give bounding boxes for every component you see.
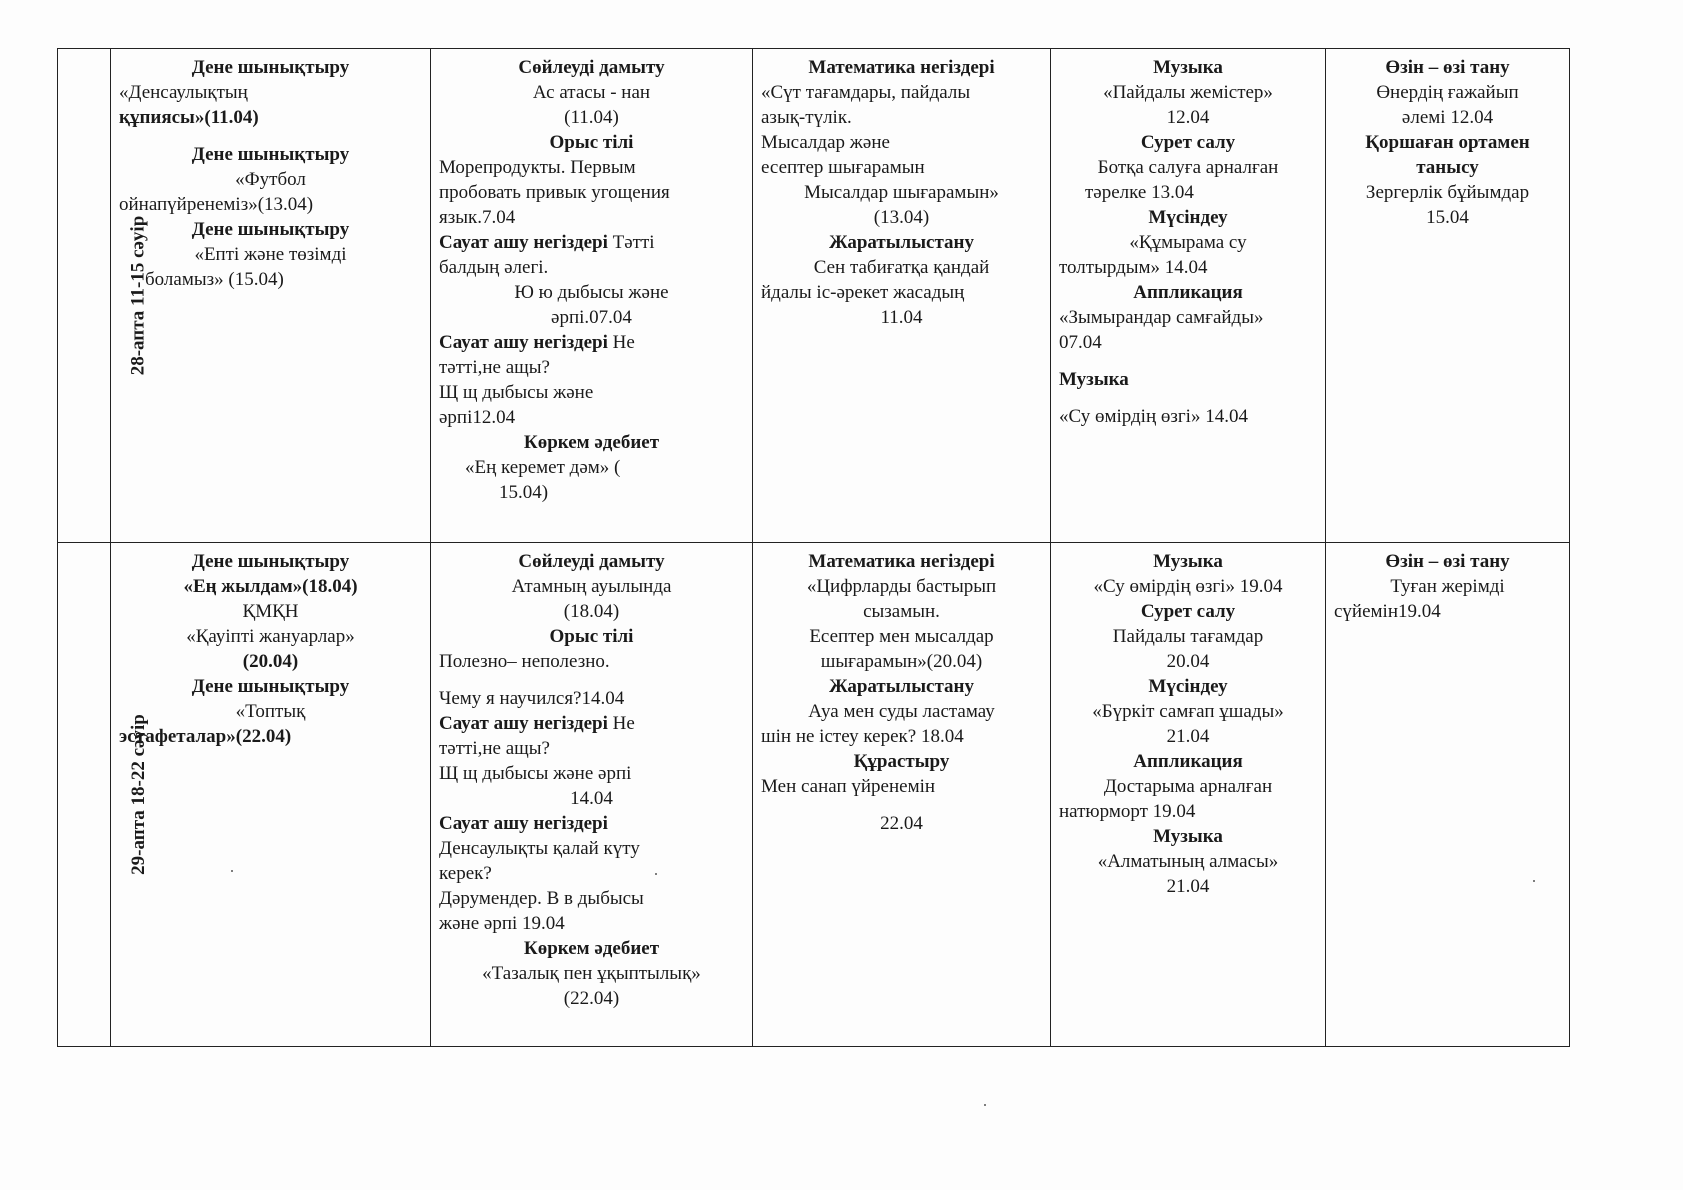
subject-title: Орыс тілі [549,626,634,647]
topic-line: 11.04 [880,307,923,328]
topic-line: 21.04 [1166,726,1210,747]
topic-line: сызамын. [863,601,940,622]
topic-line: «Футбол [235,169,306,190]
topic-line: «Ең жылдам»(18.04) [183,576,358,597]
subject-title: Аппликация [1133,282,1243,303]
subject-title: Көркем әдебиет [523,938,660,959]
topic-line: 15.04) [499,482,549,503]
subject-title: Аппликация [1133,751,1243,772]
topic-line: «Топтық [235,701,306,722]
subject-title: Музыка [1153,57,1223,78]
subject-title: Сөйлеуді дамыту [518,57,665,78]
subject-line [1059,367,1317,392]
subject-title: Музыка [1153,551,1223,572]
subject-line [439,936,744,961]
topic-line: «Су өмірдің өзгі» 14.04 [1059,406,1248,427]
subject-line [1059,130,1317,155]
topic-line: шығарамын»(20.04) [820,651,983,672]
subject-line [1059,599,1317,624]
subject-line [1059,55,1317,80]
topic-line: құпиясы»(11.04) [119,107,259,128]
topic-line: 20.04 [1166,651,1210,672]
topic-line: (13.04) [873,207,930,228]
subject-title: Жаратылыстану [829,232,974,253]
subject-line [1334,55,1561,80]
topic-line: Морепродукты. Первым [439,157,636,178]
subject-line [439,230,744,255]
topic-line: «Пайдалы жемістер» [1103,82,1273,103]
subject-title: танысу [1416,157,1479,178]
topic-line: 22.04 [880,813,923,834]
topic-line: 07.04 [1059,332,1102,353]
activity-cell [431,49,753,543]
subject-title: Жаратылыстану [829,676,974,697]
subject-title: Мүсіндеу [1148,207,1228,228]
topic-line: язык.7.04 [439,207,516,228]
subject-title: Өзін – өзі тану [1385,57,1510,78]
topic-line: әрпі12.04 [439,407,516,428]
activity-cell [111,543,431,1047]
scan-speck [655,873,657,875]
subject-title: Мүсіндеу [1148,676,1228,697]
subject-line [119,549,422,574]
topic-line: «Ең керемет дәм» ( [465,457,621,478]
subject-title: Орыс тілі [549,132,634,153]
subject-title: Математика негіздері [808,57,995,78]
subject-title: Өзін – өзі тану [1385,551,1510,572]
topic-text: Не [607,713,635,734]
subject-line [439,711,744,736]
subject-title: Сауат ашу негіздері [439,813,608,834]
topic-line: «Сүт тағамдары, пайдалы [761,82,971,103]
topic-line: пробовать привык угощения [439,182,670,203]
topic-line: ҚМҚН [242,601,299,622]
topic-line: Мысалдар және [761,132,890,153]
topic-line: Мысалдар шығарамын» [804,182,999,203]
subject-title: Сауат ашу негіздері [439,713,608,734]
week-label: 28-апта 11-15 сәуір [127,215,149,376]
activity-cell [1051,543,1326,1047]
subject-line [761,674,1042,699]
topic-line: «Тазалық пен ұқыптылық» [482,963,701,984]
topic-line: «Қауіпті жануарлар» [186,626,355,647]
subject-line [1059,824,1317,849]
subject-title: Дене шынықтыру [191,57,350,78]
subject-title: Дене шынықтыру [191,551,350,572]
weekly-plan-table [57,48,1570,1047]
topic-line: Ботқа салуға арналған [1097,157,1279,178]
topic-line: ойнапүйренеміз»(13.04) [119,194,314,215]
subject-line [761,230,1042,255]
week-label-cell [58,543,149,1047]
topic-line: «Құмырама су [1129,232,1247,253]
subject-line [439,549,744,574]
subject-line [761,55,1042,80]
topic-line: «Епті және төзімді [194,244,347,265]
topic-line: әлемі 12.04 [1401,107,1494,128]
topic-line: әрпі.07.04 [551,307,632,328]
subject-line [119,674,422,699]
activity-cell [753,543,1051,1047]
topic-line: Щ щ дыбысы және әрпі [439,763,632,784]
week-label: 29-апта 18-22 сәуір [127,714,149,875]
topic-line: Атамның ауылында [511,576,672,597]
topic-line: Чему я научился?14.04 [439,688,625,709]
subject-title: Музыка [1153,826,1223,847]
subject-title: Музыка [1059,369,1129,390]
subject-line [1059,749,1317,774]
topic-line: Мен санап үйренемін [761,776,936,797]
topic-line: «Цифрларды бастырып [806,576,997,597]
topic-line: Достарыма арналған [1103,776,1273,797]
topic-line: 21.04 [1166,876,1210,897]
topic-line: 14.04 [570,788,613,809]
topic-line: (11.04) [564,107,619,128]
topic-line: «Бүркіт самғап ұшады» [1092,701,1284,722]
scan-speck [231,870,233,872]
topic-line: «Су өмірдің өзгі» 19.04 [1093,576,1283,597]
topic-line: Полезно– неполезно. [439,651,610,672]
subject-title: Сауат ашу негіздері [439,232,608,253]
topic-line: (22.04) [563,988,620,1009]
topic-line: «Денсаулықтың [119,82,248,103]
topic-line: сүйемін19.04 [1334,601,1441,622]
line-gap [1059,355,1317,367]
subject-title: Дене шынықтыру [191,676,350,697]
week-row [58,543,1570,1047]
subject-line [1059,205,1317,230]
subject-title: Құрастыру [853,751,950,772]
topic-text: Не [607,332,635,353]
subject-title: Сауат ашу негіздері [439,332,608,353]
line-gap [761,799,1042,811]
topic-line: Есептер мен мысалдар [809,626,994,647]
topic-line: толтырдым» 14.04 [1059,257,1208,278]
subject-line [439,55,744,80]
topic-line: Пайдалы тағамдар [1112,626,1264,647]
subject-line [439,624,744,649]
subject-line [119,217,422,242]
topic-line: 15.04 [1426,207,1469,228]
topic-line: азық-түлік. [761,107,852,128]
subject-line [119,142,422,167]
subject-line [439,430,744,455]
activity-cell [1051,49,1326,543]
subject-line [1334,155,1561,180]
topic-line: шін не істеу керек? 18.04 [761,726,964,747]
activity-cell [431,543,753,1047]
topic-line: Туған жерімді [1390,576,1505,597]
topic-line: балдың әлегі. [439,257,549,278]
topic-line: «Алматының алмасы» [1097,851,1279,872]
topic-line: Өнердің ғажайып [1376,82,1519,103]
topic-line: тәтті,не ащы? [439,357,550,378]
subject-title: Дене шынықтыру [191,219,350,240]
subject-title: Математика негіздері [808,551,995,572]
topic-line: боламыз» (15.04) [145,269,284,290]
topic-line: есептер шығарамын [761,157,925,178]
topic-line: (18.04) [563,601,620,622]
topic-line: Ас атасы - нан [532,82,651,103]
scan-speck [1533,880,1535,882]
topic-line: Дәрумендер. В в дыбысы [439,888,644,909]
subject-line [119,55,422,80]
week-row [58,49,1570,543]
subject-title: Сурет салу [1140,601,1236,622]
activity-cell [753,49,1051,543]
activity-cell [111,49,431,543]
subject-line [1334,130,1561,155]
subject-line [439,330,744,355]
topic-line: 12.04 [1166,107,1210,128]
topic-line: Ауа мен суды ластамау [808,701,995,722]
subject-title: Қоршаған ортамен [1365,132,1530,153]
activity-cell [1326,543,1570,1047]
topic-line: Зергерлік бұйымдар [1365,182,1530,203]
subject-line [1059,280,1317,305]
line-gap [1059,392,1317,404]
topic-line: тәтті,не ащы? [439,738,550,759]
subject-line [439,811,744,836]
subject-line [1334,549,1561,574]
topic-line: (20.04) [242,651,299,672]
topic-line: Сен табиғатқа қандай [813,257,990,278]
week-label-cell [58,49,149,543]
topic-line: керек? [439,863,492,884]
subject-line [439,130,744,155]
subject-title: Дене шынықтыру [191,144,350,165]
topic-line: тәрелке 13.04 [1085,182,1194,203]
subject-line [761,749,1042,774]
subject-title: Көркем әдебиет [523,432,660,453]
topic-line: эстафеталар»(22.04) [119,726,292,747]
topic-line: натюрморт 19.04 [1059,801,1196,822]
topic-line: Щ щ дыбысы және [439,382,594,403]
topic-text: Тәтті [607,232,655,253]
activity-cell [1326,49,1570,543]
topic-line: Денсаулықты қалай күту [439,838,640,859]
subject-title: Сөйлеуді дамыту [518,551,665,572]
scan-speck [984,1104,986,1106]
subject-line [1059,674,1317,699]
subject-line [1059,549,1317,574]
topic-line: йдалы іс-әрекет жасадың [761,282,965,303]
subject-title: Сурет салу [1140,132,1236,153]
topic-line: Ю ю дыбысы және [514,282,669,303]
line-gap [119,130,422,142]
subject-line [761,549,1042,574]
topic-line: және әрпі 19.04 [439,913,565,934]
topic-line: «Зымырандар самғайды» [1059,307,1264,328]
line-gap [439,674,744,686]
